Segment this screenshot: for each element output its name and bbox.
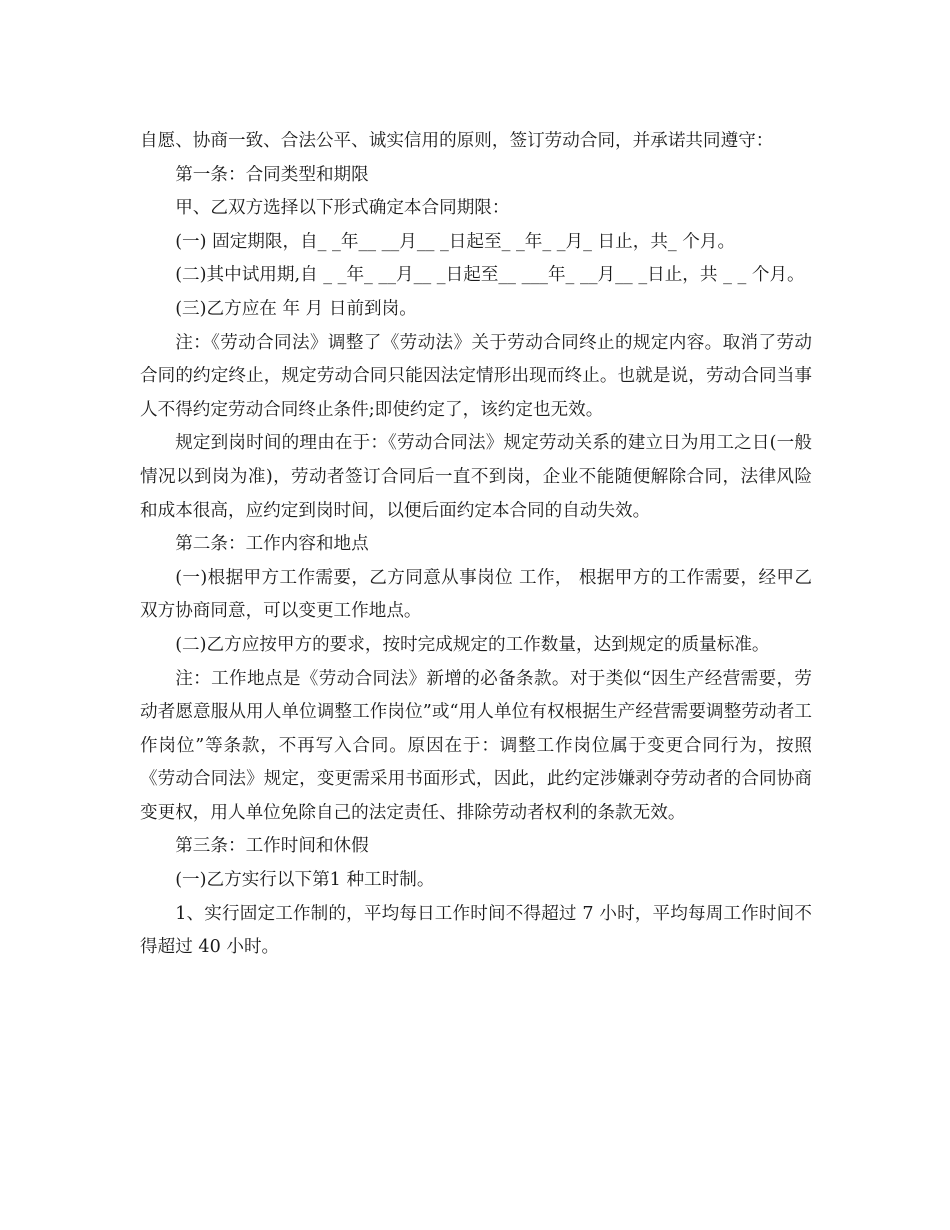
note-report-time: 规定到岗时间的理由在于：《劳动合同法》规定劳动关系的建立日为用工之日(一般情况以到岗为准)，劳动者签订合同后一直不到岗，企业不能随便解除合同，法律风险和成本很高，应约定到岗时间，以便后面约定本合同的自动失效。 — [140, 433, 812, 521]
clause-fixed-hours: 1、实行固定工作制的，平均每日工作时间不得超过 7 小时，平均每周工作时间不得超过 40 小时。 — [140, 903, 812, 958]
heading-article-3: 第三条：工作时间和休假 — [175, 836, 369, 857]
heading-article-2: 第二条：工作内容和地点 — [175, 534, 369, 555]
document-body — [140, 125, 812, 965]
heading-article-1: 第一条：合同类型和期限 — [175, 164, 369, 185]
paragraph-principles: 自愿、协商一致、合法公平、诚实信用的原则，签订劳动合同，并承诺共同遵守： — [140, 131, 774, 151]
note-termination: 注：《劳动合同法》调整了《劳动法》关于劳动合同终止的规定内容。取消了劳动合同的约定终止，规定劳动合同只能因法定情形出现而终止。也就是说，劳动合同当事人不得约定劳动合同终止条件;即使约定了，该约定也无效。 — [140, 332, 812, 420]
clause-work-quantity: (二)乙方应按甲方的要求，按时完成规定的工作数量，达到规定的质量标准。 — [175, 634, 770, 655]
clause-report-date: (三)乙方应在 年 月 日前到岗。 — [175, 298, 417, 319]
clause-work-hours-system: (一)乙方实行以下第1 种工时制。 — [175, 870, 435, 891]
clause-job-position: (一)根据甲方工作需要，乙方同意从事岗位 工作， 根据甲方的工作需要，经甲乙双方协商同意，可以变更工作地点。 — [140, 567, 812, 622]
clause-probation: (二)其中试用期,自 _ _年_ __月__ _日起至__ ___年_ __月__ _日止，共 _ _ 个月。 — [175, 265, 805, 286]
paragraph-term-form: 甲、乙双方选择以下形式确定本合同期限： — [175, 198, 510, 219]
note-work-location: 注：工作地点是《劳动合同法》新增的必备条款。对于类似“因生产经营需要，劳动者愿意服从用人单位调整工作岗位”或“用人单位有权根据生产经营需要调整劳动者工作岗位”等条款，不再写入合同。原因在于：调整工作岗位属于变更合同行为，按照《劳动合同法》规定，变更需采用书面形式，因此，此约定涉嫌剥夺劳动者的合同协商变更权，用人单位免除自己的法定责任、排除劳动者权利的条款无效。 — [140, 668, 812, 823]
clause-fixed-term: (一) 固定期限，自_ _年__ __月__ _日起至_ _年_ _月_ 日止，共_ 个月。 — [175, 231, 736, 252]
